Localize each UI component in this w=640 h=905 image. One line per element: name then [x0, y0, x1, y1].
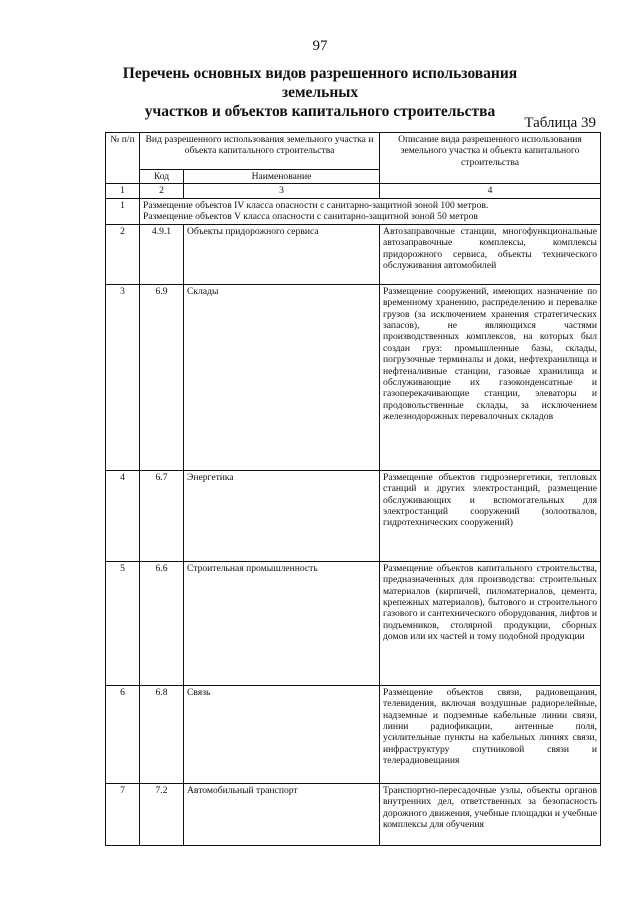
column-number-2: 2 — [140, 184, 184, 198]
row-code: 7.2 — [140, 783, 184, 845]
column-number-3: 3 — [184, 184, 380, 198]
row-name: Связь — [184, 685, 380, 783]
header-num: № п/п — [106, 133, 140, 184]
row-description: Размещение объектов связи, радиовещания, телевидения, включая воздушные радиорелейные, надземные и подземные кабельные линии связи, линии радиофикации, антенные поля, усилительные пункты на кабельных линиях связи, инфраструктуру спутниковой связи и телерадиовещания — [380, 685, 601, 783]
row-code: 6.7 — [140, 470, 184, 561]
hazard-class-note — [140, 198, 601, 224]
row-num: 2 — [106, 224, 140, 284]
column-number-4: 4 — [380, 184, 601, 198]
row-num: 1 — [106, 198, 140, 224]
row-description: Размещение объектов гидроэнергетики, тепловых станций и других электростанций, размещение обслуживающих и вспомогательных для электростанций сооружений (золоотвалов, гидротехнических сооружений) — [380, 470, 601, 561]
table-row — [106, 685, 601, 783]
header-name: Наименование — [184, 170, 380, 184]
hazard-class-iv: Размещение объектов IV класса опасности с санитарно-защитной зоной 100 метров. — [143, 199, 489, 211]
row-code: 4.9.1 — [140, 224, 184, 284]
table-row — [106, 198, 601, 224]
row-code: 6.6 — [140, 561, 184, 685]
row-description: Размещение сооружений, имеющих назначение по временному хранению, распределению и перевалке грузов (за исключением хранения стратегических запасов), не являющихся частями производственных комплексов, на которых был создан груз: промышленные базы, склады, погрузочные терминалы и доки, нефтехранилища и нефтеналивные станции, газовые хранилища и обслуживающие их газоконденсатные и газоперекачивающие станции, элеваторы и продовольственные склады, за исключением железнодорожных перевалочных складов — [380, 284, 601, 470]
table-label: Таблица 39 — [524, 115, 596, 131]
table-row — [106, 470, 601, 561]
row-num: 4 — [106, 470, 140, 561]
page-number: 97 — [312, 38, 328, 54]
row-num: 3 — [106, 284, 140, 470]
header-use-type: Вид разрешенного использования земельного участка и объекта капитального строительства — [140, 133, 380, 170]
header-code: Код — [140, 170, 184, 184]
row-name: Энергетика — [184, 470, 380, 561]
table-row — [106, 224, 601, 284]
column-number-1: 1 — [106, 184, 140, 198]
table-row — [106, 284, 601, 470]
row-num: 6 — [106, 685, 140, 783]
row-code: 6.8 — [140, 685, 184, 783]
table-row — [106, 783, 601, 845]
row-num: 7 — [106, 783, 140, 845]
table-row — [106, 561, 601, 685]
row-description: Размещение объектов капитального строительства, предназначенных для производства: строительных материалов (кирпичей, пиломатериалов, цемента, крепежных материалов), бытового и строительного газового и сантехнического оборудования, лифтов и подъемников, столярной продукции, сборных домов или их частей и тому подобной продукции — [380, 561, 601, 685]
row-description: Транспортно-пересадочные узлы, объекты органов внутренних дел, ответственных за безопасность дорожного движения, учебные площадки и учебные комплексы для обучения — [380, 783, 601, 845]
land-use-table — [105, 132, 601, 846]
row-code: 6.9 — [140, 284, 184, 470]
row-name: Объекты придорожного сервиса — [184, 224, 380, 284]
row-name: Склады — [184, 284, 380, 470]
page-title — [90, 64, 550, 121]
row-name: Автомобильный транспорт — [184, 783, 380, 845]
title-line-1: Перечень основных видов разрешенного использования земельных — [122, 65, 518, 101]
row-num: 5 — [106, 561, 140, 685]
row-name: Строительная промышленность — [184, 561, 380, 685]
row-description: Автозаправочные станции, многофункциональные автозаправочные комплексы, комплексы придорожного сервиса, объекты технического обслуживания автомобилей — [380, 224, 601, 284]
hazard-class-v: Размещение объектов V класса опасности с санитарно-защитной зоной 50 метров — [143, 211, 478, 223]
header-description: Описание вида разрешенного использования земельного участка и объекта капитального строительства — [380, 133, 601, 184]
title-line-2: участков и объектов капитального строительства — [144, 103, 496, 120]
